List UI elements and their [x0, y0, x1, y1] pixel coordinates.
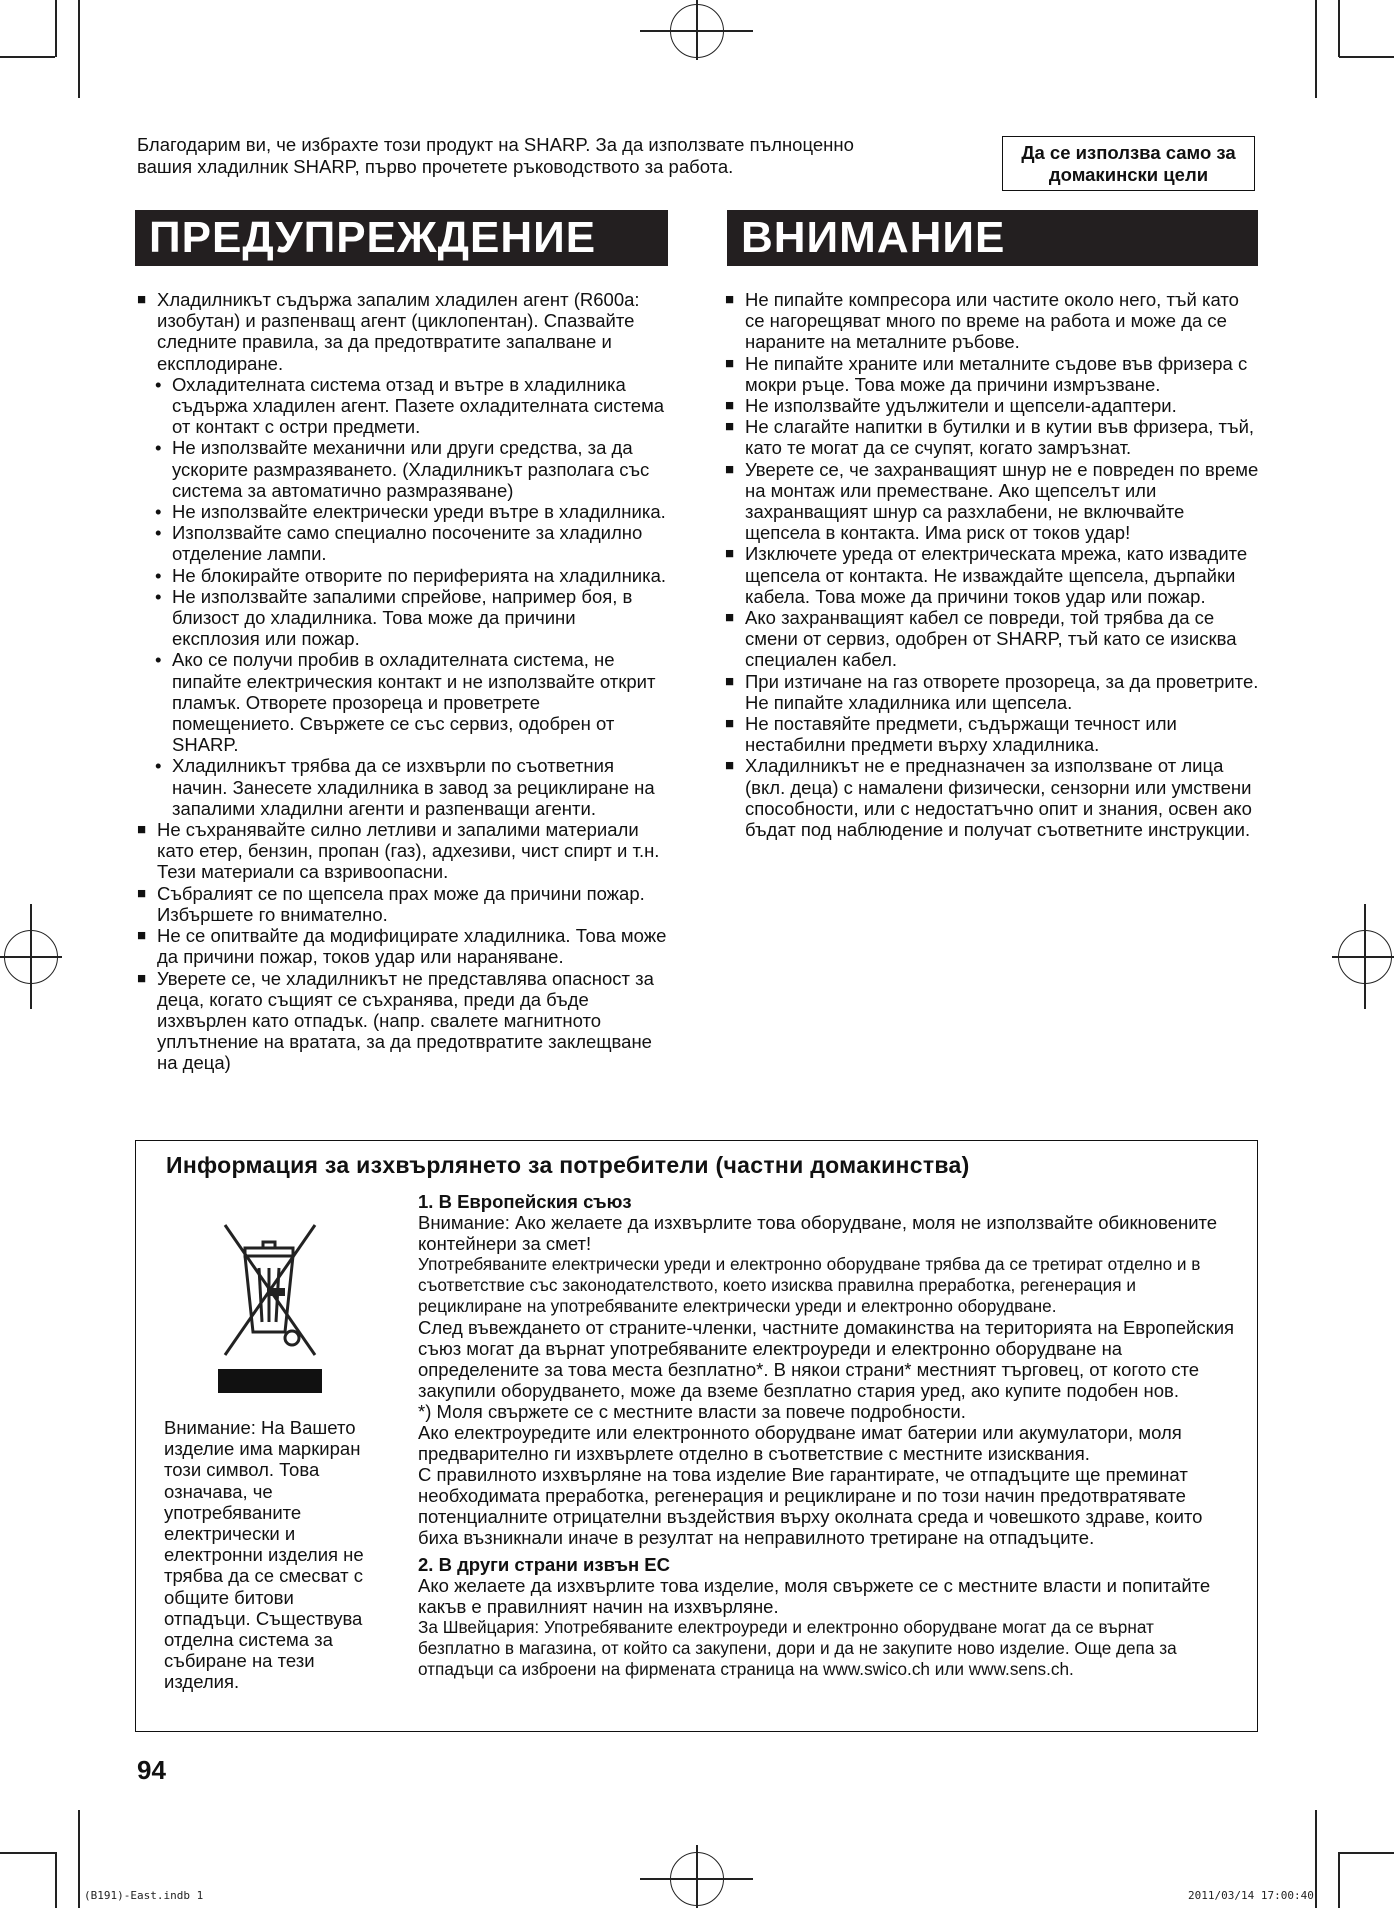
eu-paragraph: Ако електроуредите или електронното оборудване имат батерии или акумулатори, моля предварително ги изхвърлете отделно в съответствие с местните изисквания. — [418, 1422, 1182, 1464]
purpose-line-2: домакински цели — [1048, 163, 1209, 185]
warning-subitem: • Хладилникът трябва да се изхвърли по съответния начин. Занесете хладилника в завод за рециклиране на запалими хладилни агенти и разпенващи агенти. — [155, 755, 655, 819]
warning-subitem: • Не използвайте електрически уреди вътре в хладилника. — [155, 501, 666, 523]
caution-list — [725, 289, 1260, 840]
bullet-dot-icon: • — [155, 522, 162, 544]
warning-subitem: • Ако се получи пробив в охладителната система, не пипайте електрическия контакт и не използвайте открит пламък. Отворете прозореца и проветрете помещението. Свържете се със сервиз, одобрен от SHARP. — [155, 649, 656, 756]
footer-file: (B191)-East.indb 1 — [84, 1889, 204, 1902]
crossed-out-bin-icon — [205, 1210, 335, 1375]
caution-item: ■ Не поставяйте предмети, съдържащи течност или нестабилни предмети върху хладилника. — [725, 713, 1177, 756]
warning-item: ■ Хладилникът съдържа запалим хладилен агент (R600a: изобутан) и разпенващ агент (циклопентан). Спазвайте следните правила, за да предотвратите запалване и експлодиране. — [137, 289, 640, 374]
square-bullet-icon: ■ — [137, 927, 147, 945]
square-bullet-icon: ■ — [725, 757, 735, 775]
caution-banner: ВНИМАНИЕ — [727, 210, 1258, 266]
intro-text — [137, 134, 937, 178]
eu-heading: 1. В Европейския съюз — [418, 1191, 632, 1212]
page-number: 94 — [137, 1755, 166, 1785]
bullet-dot-icon: • — [155, 585, 162, 607]
caution-item: ■ Не използвайте удължители и щепсели-адаптери. — [725, 395, 1177, 417]
square-bullet-icon: ■ — [725, 460, 735, 478]
intro-line-1: Благодарим ви, че избрахте този продукт на SHARP. За да използвате пълноценно — [137, 134, 854, 155]
purpose-line-1: Да се използва само за — [1021, 141, 1236, 163]
square-bullet-icon: ■ — [137, 291, 147, 308]
disposal-text — [418, 1191, 1238, 1680]
warning-list — [137, 289, 667, 1074]
square-bullet-icon: ■ — [725, 291, 735, 308]
caution-item: ■ Изключете уреда от електрическата мрежа, като извадите щепсела от контакта. Не изваждайте щепсела, дърпайки кабела. Това може да причини токов удар или пожар. — [725, 543, 1248, 607]
bullet-dot-icon: • — [155, 564, 162, 586]
square-bullet-icon: ■ — [137, 884, 147, 902]
eu-paragraph: С правилното изхвърляне на това изделие Вие гарантирате, че отпадъците ще преминат необходимата преработка, регенерация и рециклиране и по този начин предотвратявате потенциалните отрицателни въздействия върху околната среда и човешкото здраве, които биха възникнали иначе в резултат на неправилното третиране на отпадъците. — [418, 1464, 1203, 1548]
caution-item: ■ Хладилникът не е предназначен за използване от лица (вкл. деца) с намалени физически, сензорни или умствени способности, или с недостатъчно опит и знания, освен ако бъдат под наблюдение и получат съответните инструкции. — [725, 755, 1252, 841]
square-bullet-icon: ■ — [137, 821, 147, 839]
caution-item: ■ Не пипайте компресора или частите около него, тъй като се нагорещяват много по време на работа и може да се нараните на металните ръбове. — [725, 289, 1239, 353]
eu-paragraph: Внимание: Ако желаете да изхвърлите това оборудване, моля не използвайте обикновените контейнери за смет! — [418, 1212, 1218, 1254]
black-bar-mark — [218, 1369, 322, 1393]
warning-subitem: • Не използвайте механични или други средства, за да ускорите размразяването. (Хладилникът разполага със система за автоматично размразяване) — [155, 437, 650, 501]
warning-item: ■ Събралият се по щепсела прах може да причини пожар. Избършете го внимателно. — [137, 882, 645, 925]
warning-item: ■ Уверете се, че хладилникът не представлява опасност за деца, когато същият се съхранява, преди да бъде изхвърлен като отпадък. (напр. свалете магнитното уплътнение на вратата, за да предотвратите заклещване на деца) — [137, 967, 654, 1074]
household-use-box — [1002, 136, 1255, 191]
square-bullet-icon: ■ — [137, 969, 147, 987]
footer-timestamp: 2011/03/14 17:00:40 — [1188, 1889, 1314, 1902]
caution-item: ■ Ако захранващият кабел се повреди, той трябва да се смени от сервиз, одобрен от SHARP, тъй като се изисква специален кабел. — [725, 607, 1237, 671]
eu-paragraph: След въвеждането от страните-членки, частните домакинства на територията на Европейския съюз могат да върнат употребяваните електроуреди и електронно оборудване на определените за това места безплатно*. В някои страни* местният търговец, от когото сте закупили оборудването, може да вземе безплатно стария уред, ако купите подобен нов. — [418, 1317, 1235, 1401]
square-bullet-icon: ■ — [725, 397, 735, 415]
other-heading: 2. В други страни извън ЕС — [418, 1554, 670, 1575]
caution-item: ■ Не слагайте напитки в бутилки и в кутии във фризера, тъй, като те могат да се счупят, когато замръзнат. — [725, 416, 1255, 459]
eu-paragraph: *) Моля свържете се с местните власти за повече подробности. — [418, 1401, 966, 1422]
square-bullet-icon: ■ — [725, 418, 735, 436]
eu-paragraph: Употребяваните електрически уреди и електронно оборудване трябва да се третират отделно и в съответствие със законодателството, което изисква правилна преработка, регенерация и рециклиране на употребяваните електрически уреди и електронно оборудване. — [418, 1254, 1201, 1316]
bullet-dot-icon: • — [155, 501, 162, 523]
caution-item: ■ При изтичане на газ отворете прозореца, за да проветрите. Не пипайте хладилника или щепсела. — [725, 670, 1259, 713]
other-paragraph: За Швейцария: Употребяваните електроуреди и електронно оборудване могат да се върнат безплатно в магазина, от който са закупени, дори и да не закупите ново изделие. Още депа за отпадъци са изброени на фирмената страница на www.swico.ch или www.sens.ch. — [418, 1617, 1177, 1679]
warning-subitem: • Не блокирайте отворите по периферията на хладилника. — [155, 564, 667, 586]
square-bullet-icon: ■ — [725, 609, 735, 627]
square-bullet-icon: ■ — [725, 672, 735, 690]
bullet-dot-icon: • — [155, 755, 162, 777]
caution-item: ■ Уверете се, че захранващият шнур не е повреден по време на монтаж или преместване. Ако щепселът или захранващият шнур са разхлабени, не включвайте щепсела в контакта. Има риск от токов удар! — [725, 458, 1259, 544]
bullet-dot-icon: • — [155, 373, 162, 395]
warning-item: ■ Не съхранявайте силно летливи и запалими материали като етер, бензин, пропан (газ), адхезиви, чист спирт и т.н. Тези материали са взривоопасни. — [137, 819, 660, 883]
square-bullet-icon: ■ — [725, 545, 735, 563]
disposal-note: Внимание: На Вашето изделие има маркиран този символ. Това означава, че употребяваните електрически и електронни изделия не трябва да се смесват с общите битови отпадъци. Съществува отделна система за събиране на тези изделия. — [164, 1417, 364, 1693]
warning-subitem: • Охладителната система отзад и вътре в хладилника съдържа хладилен агент. Пазете охладителната система от контакт с остри предмети. — [155, 373, 665, 438]
warning-item: ■ Не се опитвайте да модифицирате хладилника. Това може да причини пожар, токов удар или нараняване. — [137, 925, 667, 968]
other-paragraph: Ако желаете да изхвърлите това изделие, моля свържете се с местните власти и попитайте какъв е правилният начин на изхвърляне. — [418, 1575, 1211, 1617]
bullet-dot-icon: • — [155, 649, 162, 671]
disposal-title: Информация за изхвърлянето за потребители (частни домакинства) — [166, 1152, 970, 1178]
square-bullet-icon: ■ — [725, 715, 735, 733]
caution-item: ■ Не пипайте храните или металните съдове във фризера с мокри ръце. Това може да причини измръзване. — [725, 352, 1248, 395]
square-bullet-icon: ■ — [725, 354, 735, 372]
bullet-dot-icon: • — [155, 437, 162, 459]
warning-subitem: • Не използвайте запалими спрейове, например боя, в близост до хладилника. Това може да причини експлозия или пожар. — [155, 585, 633, 650]
warning-subitem: • Използвайте само специално посочените за хладилно отделение лампи. — [155, 522, 643, 565]
intro-line-2: вашия хладилник SHARP, първо прочетете ръководството за работа. — [137, 156, 734, 177]
warning-banner: ПРЕДУПРЕЖДЕНИЕ — [135, 210, 668, 266]
